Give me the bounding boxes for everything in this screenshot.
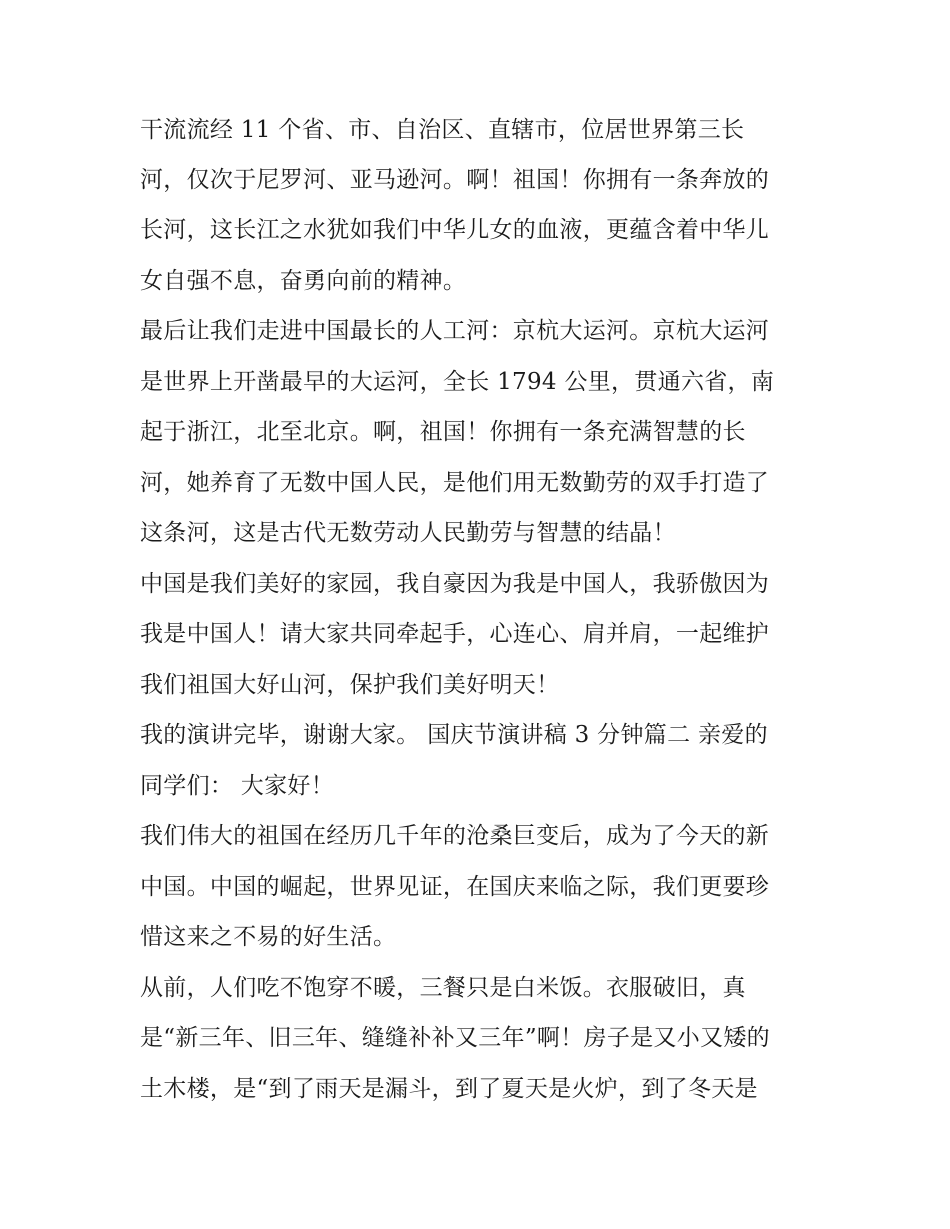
text-line: 起于浙江，北至北京。啊，祖国！你拥有一条充满智慧的长 [140, 419, 746, 445]
text-line: 土木楼，是“到了雨天是漏斗，到了夏天是火炉，到了冬天是 [140, 1076, 758, 1102]
text-line: 最后让我们走进中国最长的人工河：京杭大运河。京杭大运河 [140, 318, 770, 344]
text-line: 是世界上开凿最早的大运河，全长 1794 公里，贯通六省，南 [140, 369, 775, 395]
text-line: 长河，这长江之水犹如我们中华儿女的血液，更蕴含着中华儿 [140, 217, 770, 243]
text-line: 同学们： 大家好！ [140, 773, 335, 799]
text-line: 中国是我们美好的家园，我自豪因为我是中国人，我骄傲因为 [140, 571, 770, 597]
text-line: 这条河，这是古代无数劳动人民勤劳与智慧的结晶！ [140, 520, 676, 546]
text-line: 中国。中国的崛起，世界见证，在国庆来临之际，我们更要珍 [140, 874, 770, 900]
text-line: 我们祖国大好山河，保护我们美好明天！ [140, 672, 560, 698]
text-line: 河，她养育了无数中国人民，是他们用无数勤劳的双手打造了 [140, 470, 770, 496]
text-line: 从前，人们吃不饱穿不暖，三餐只是白米饭。衣服破旧，真 [140, 975, 746, 1001]
text-line: 惜这来之不易的好生活。 [140, 924, 397, 950]
text-line: 是“新三年、旧三年、缝缝补补又三年”啊！房子是又小又矮的 [140, 1025, 770, 1051]
text-line: 河，仅次于尼罗河、亚马逊河。啊！祖国！你拥有一条奔放的 [140, 167, 770, 193]
text-line: 女自强不息，奋勇向前的精神。 [140, 268, 467, 294]
text-line: 我的演讲完毕，谢谢大家。 国庆节演讲稿 3 分钟篇二 亲爱的 [140, 722, 768, 748]
text-line: 我们伟大的祖国在经历几千年的沧桑巨变后，成为了今天的新 [140, 823, 770, 849]
text-line: 我是中国人！请大家共同牵起手，心连心、肩并肩，一起维护 [140, 621, 770, 647]
text-line: 干流流经 11 个省、市、自治区、直辖市，位居世界第三长 [140, 117, 745, 143]
